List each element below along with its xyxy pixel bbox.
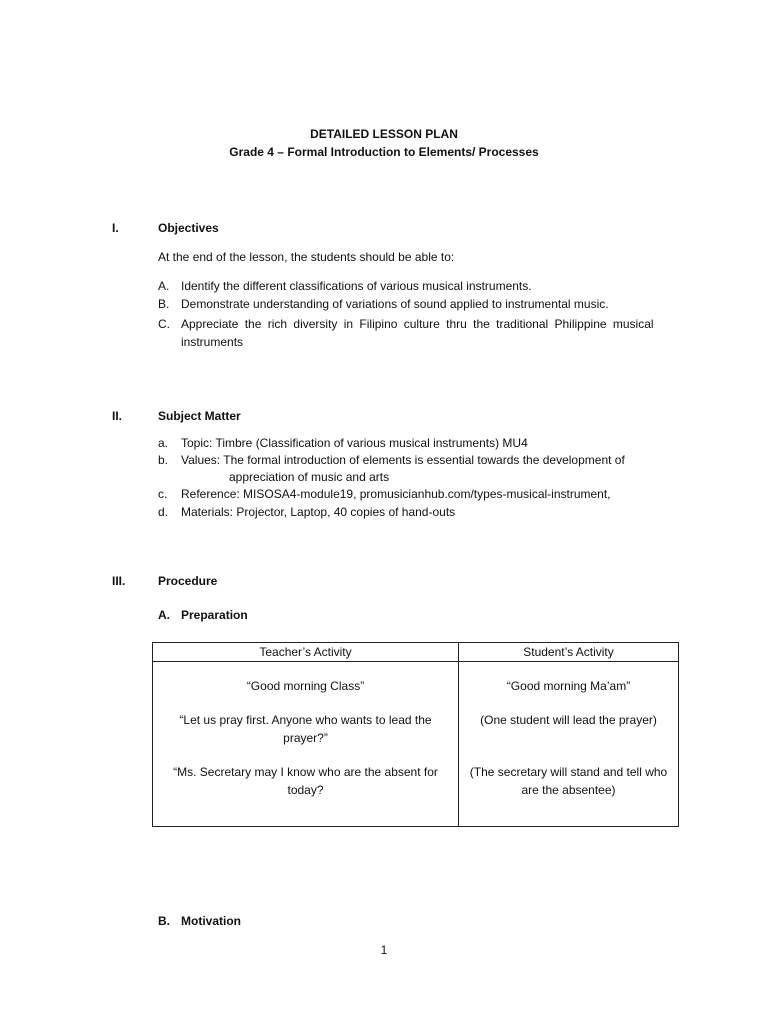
objective-text: Demonstrate understanding of variations of sound applied to instrumental music. — [181, 297, 609, 311]
section-number-procedure: III. — [112, 574, 126, 588]
table-row — [153, 662, 679, 827]
section-heading-subject: Subject Matter — [158, 409, 241, 423]
objectives-intro: At the end of the lesson, the students should be able to: — [158, 250, 455, 264]
subject-item-d — [158, 503, 455, 521]
student-activity-cell — [459, 662, 679, 827]
teacher-line: “Good morning Class” — [246, 679, 365, 693]
subject-label: d. — [158, 505, 169, 519]
objective-item-b — [158, 295, 609, 313]
subject-text: Materials: Projector, Laptop, 40 copies of hand-outs — [181, 505, 456, 519]
objective-item-a — [158, 277, 532, 295]
subject-text: Values: The formal introduction of elements is essential towards the development of — [181, 453, 625, 467]
subject-label: a. — [158, 436, 169, 450]
subject-item-c — [158, 485, 611, 503]
subject-text: Reference: MISOSA4-module19, promusicianhub.com/types-musical-instrument, — [181, 487, 611, 501]
subject-text-continued: appreciation of music and arts — [229, 470, 390, 484]
objective-text: Identify the different classifications of various musical instruments. — [181, 279, 532, 293]
subsection-label: A. — [158, 608, 170, 622]
subject-item-a — [158, 434, 528, 452]
section-heading-procedure: Procedure — [158, 574, 218, 588]
teacher-line: “Ms. Secretary may I know who are the absent for today? — [173, 765, 438, 797]
objective-label: C. — [158, 317, 170, 331]
section-heading-objectives: Objectives — [158, 221, 219, 235]
teacher-line: “Let us pray first. Anyone who wants to lead the prayer?” — [179, 713, 432, 745]
page-number: 1 — [380, 943, 388, 957]
subsection-motivation — [158, 912, 241, 930]
table-header-teacher: Teacher’s Activity — [153, 643, 459, 662]
objective-text: Appreciate the rich diversity in Filipino culture thru the traditional Philippine musical — [181, 317, 654, 331]
teacher-activity-cell — [153, 662, 459, 827]
document-subtitle: Grade 4 – Formal Introduction to Elements/ Processes — [229, 145, 539, 159]
objective-item-c — [158, 315, 678, 333]
student-line: (One student will lead the prayer) — [480, 713, 657, 727]
objective-label: B. — [158, 297, 170, 311]
subsection-label: B. — [158, 914, 170, 928]
activity-table — [152, 642, 679, 827]
document-title: DETAILED LESSON PLAN — [310, 127, 458, 141]
subject-label: b. — [158, 453, 169, 467]
student-line: (The secretary will stand and tell who are the absentee) — [469, 765, 668, 797]
subject-item-b — [158, 451, 625, 469]
student-line: “Good morning Ma’am” — [506, 679, 631, 693]
objective-label: A. — [158, 279, 170, 293]
subsection-preparation — [158, 606, 248, 624]
subject-label: c. — [158, 487, 168, 501]
section-number-objectives: I. — [112, 221, 119, 235]
subsection-heading: Preparation — [181, 608, 248, 622]
table-header-student: Student’s Activity — [459, 643, 679, 662]
table-header-row — [153, 643, 679, 662]
section-number-subject: II. — [112, 409, 123, 423]
subject-text: Topic: Timbre (Classification of various musical instruments) MU4 — [181, 436, 528, 450]
objective-text-continued: instruments — [181, 335, 244, 349]
subsection-heading: Motivation — [181, 914, 241, 928]
